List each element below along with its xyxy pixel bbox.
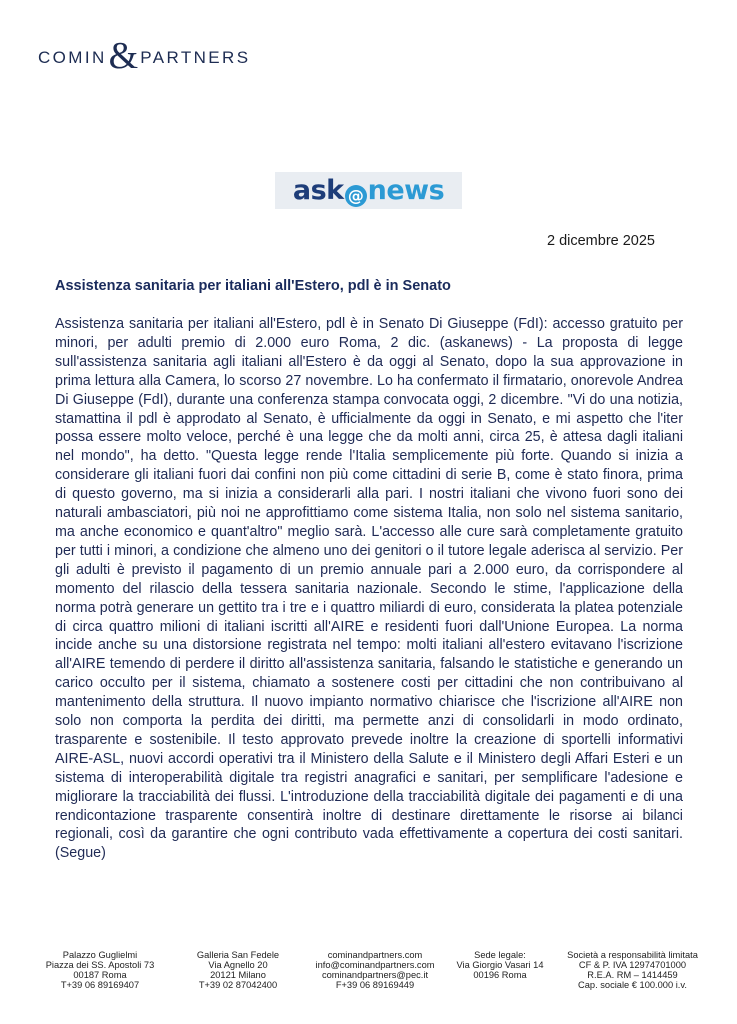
brand-ampersand: & xyxy=(108,35,139,77)
footer-column-contacts xyxy=(310,950,440,990)
logo-news: news xyxy=(367,174,445,206)
footer-line: T+39 02 87042400 xyxy=(198,980,278,990)
footer-column-company-info xyxy=(555,950,710,990)
footer-pec-link[interactable]: cominandpartners@pec.it xyxy=(321,970,429,980)
footer-line: Via Giorgio Vasari 14 xyxy=(456,960,544,970)
footer-line: 20121 Milano xyxy=(210,970,266,980)
footer-line: Galleria San Fedele xyxy=(196,950,280,960)
footer-column-rome-office xyxy=(40,950,160,990)
logo-at-icon: @ xyxy=(345,185,367,207)
footer-line: Piazza dei SS. Apostoli 73 xyxy=(45,960,155,970)
footer-line: F+39 06 89169449 xyxy=(335,980,415,990)
footer-website-link[interactable]: cominandpartners.com xyxy=(327,950,423,960)
footer-line: Via Agnello 20 xyxy=(208,960,268,970)
footer-line: 00196 Roma xyxy=(473,970,527,980)
footer-line: Società a responsabilità limitata xyxy=(567,950,698,960)
footer-line: CF & P. IVA 12974701000 xyxy=(578,960,687,970)
logo-ask: ask xyxy=(292,174,344,206)
footer-line: T+39 06 89169407 xyxy=(60,980,140,990)
footer-line: Palazzo Guglielmi xyxy=(62,950,138,960)
brand-left: COMIN xyxy=(38,48,107,67)
footer-email-link[interactable]: info@cominandpartners.com xyxy=(315,960,435,970)
askanews-logo xyxy=(275,172,462,209)
brand-right: PARTNERS xyxy=(140,48,251,67)
footer-column-milan-office xyxy=(178,950,298,990)
footer-column-legal-seat xyxy=(445,950,555,980)
footer-line: Cap. sociale € 100.000 i.v. xyxy=(578,980,687,990)
footer-line: R.E.A. RM – 1414459 xyxy=(587,970,678,980)
comin-partners-logo xyxy=(38,35,251,78)
document-title: Assistenza sanitaria per italiani all'Estero, pdl è in Senato xyxy=(55,278,451,294)
document-body: Assistenza sanitaria per italiani all'Estero, pdl è in Senato Di Giuseppe (FdI): accesso gratuito per minori, per adulti premio di 2.000 euro Roma, 2 dic. (askanews) - La proposta di legge sull'assistenza sanitaria agli italiani all'Estero è da oggi al Senato, dopo la sua approvazione in prima lettura alla Camera, lo scorso 27 novembre. Lo ha confermato il firmatario, onorevole Andrea Di Giuseppe (FdI), durante una conferenza stampa convocata oggi, 2 dicembre. "Vi do una notizia, stamattina il pdl è approdato al Senato, è ufficialmente da oggi in Senato, e mi aspetto che l'iter possa essere molto veloce, perché è una legge che da molti anni, circa 25, è attesa dagli italiani nel mondo", ha detto. "Questa legge rende l'Italia semplicemente più forte. Quando si inizia a considerare gli italiani fuori dai confini non più come cittadini di serie B, come è stato finora, prima di questo governo, ma si inizia a considerarli alla pari. I nostri italiani che vivono fuori sono dei naturali ambasciatori, più noi ne approfittiamo come sistema Italia, non solo nel sistema sanitario, ma anche economico e quant'altro" meglio sarà. L'accesso alle cure sarà completamente gratuito per tutti i minori, a condizione che almeno uno dei genitori o il tutore legale aderisca al servizio. Per gli adulti è previsto il pagamento di un premio annuale pari a 2.000 euro, da corrispondere al momento del rilascio della tessera sanitaria nazionale. Secondo le stime, l'applicazione della norma potrà generare un gettito tra i tre e i quattro miliardi di euro, considerata la platea potenziale di circa quattro milioni di italiani iscritti all'AIRE e residenti fuori dall'Unione Europea. La norma incide anche su una distorsione registrata nel tempo: molti italiani all'estero evitavano l'iscrizione all'AIRE temendo di perdere il diritto all'assistenza sanitaria, falsando le statistiche e generando un carico occulto per il sistema, chiamato a sostenere costi per cittadini che non contribuivano al mantenimento della struttura. Il nuovo impianto normativo chiarisce che l'iscrizione all'AIRE non solo non comporta la perdita dei diritti, ma permette anzi di consolidarli in modo ordinato, trasparente e sostenibile. Il testo approvato prevede inoltre la creazione di sportelli informativi AIRE-ASL, nuovi accordi operativi tra il Ministero della Salute e il Ministero degli Affari Esteri e un sistema di interoperabilità digitale tra registri anagrafici e sanitari, per semplificare l'adesione e migliorare la tracciabilità dei flussi. L'introduzione della tracciabilità digitale dei pagamenti e di una rendicontazione trasparente consentirà inoltre di destinare direttamente le risorse ai bilanci regionali, così da garantire che ogni contributo vada effettivamente a copertura dei costi sanitari. (Segue) xyxy=(55,316,683,862)
footer xyxy=(40,950,710,990)
footer-line: 00187 Roma xyxy=(73,970,127,980)
footer-line: Sede legale: xyxy=(474,950,526,960)
document-date: 2 dicembre 2025 xyxy=(546,233,655,249)
